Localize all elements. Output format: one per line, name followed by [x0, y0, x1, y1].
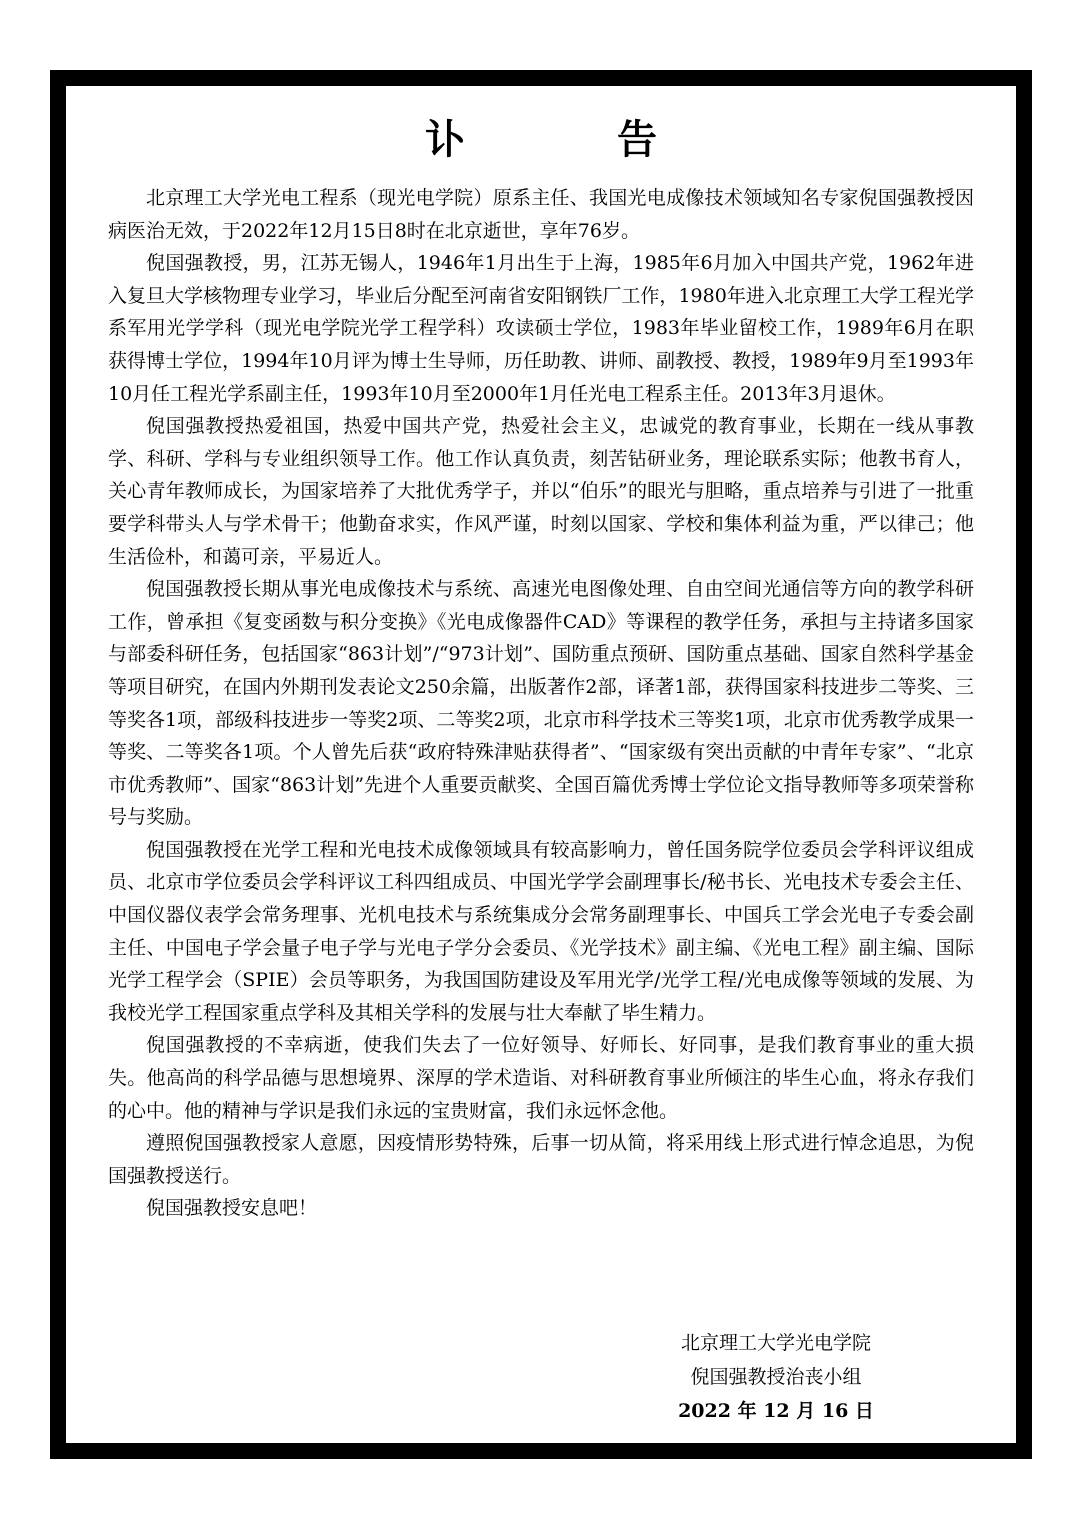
signature-org: 北京理工大学光电学院 [680, 1332, 871, 1354]
paragraph-positions: 倪国强教授在光学工程和光电技术成像领域具有较高影响力，曾任国务院学位委员会学科评议组成员、北京市学位委员会学科评议工科四组成员、中国光学学会副理事长/秘书长、光电技术专委会主任、中国仪器仪表学会常务理事、光机电技术与系统集成分会常务副理事长、中国兵工学会光电子专委会副主任、中国电子学会量子电子学与光电子学分会委员、《光学技术》副主编、《光电工程》副主编、国际光学工程学会（SPIE）会员等职务，为我国国防建设及军用光学/光学工程/光电成像等领域的发展、为我校光学工程国家重点学科及其相关学科的发展与壮大奉献了毕生精力。 [108, 838, 974, 1024]
paragraph-announcement: 北京理工大学光电工程系（现光电学院）原系主任、我国光电成像技术领域知名专家倪国强教授因病医治无效，于2022年12月15日8时在北京逝世，享年76岁。 [108, 187, 974, 242]
paragraph-loss: 倪国强教授的不幸病逝，使我们失去了一位好领导、好师长、好同事，是我们教育事业的重大损失。他高尚的科学品德与思想境界、深厚的学术造诣、对科研教育事业所倾注的毕生心血，将永存我们的心中。他的精神与学识是我们永远的宝贵财富，我们永远怀念他。 [108, 1034, 974, 1122]
signature-date: 2022 年 12 月 16 日 [678, 1400, 874, 1422]
notice-content-area [66, 86, 1016, 1443]
paragraph-biography: 倪国强教授，男，江苏无锡人，1946年1月出生于上海，1985年6月加入中国共产党，1962年进入复旦大学核物理专业学习，毕业后分配至河南省安阳钢铁厂工作，1980年进入北京理工大学工程光学系军用光学学科（现光电学院光学工程学科）攻读硕士学位，1983年毕业留校工作，1989年6月在职获得博士学位，1994年10月评为博士生导师，历任助教、讲师、副教授、教授，1989年9月至1993年10月任工程光学系副主任，1993年10月至2000年1月任光电工程系主任。2013年3月退休。 [108, 252, 974, 405]
paragraph-farewell: 倪国强教授安息吧！ [146, 1197, 318, 1220]
paragraph-arrangements: 遵照倪国强教授家人意愿，因疫情形势特殊，后事一切从简，将采用线上形式进行悼念追思，为倪国强教授送行。 [108, 1132, 974, 1187]
notice-title: 讣 告 [425, 116, 713, 163]
paragraph-research: 倪国强教授长期从事光电成像技术与系统、高速光电图像处理、自由空间光通信等方向的教学科研工作，曾承担《复变函数与积分变换》《光电成像器件CAD》等课程的教学任务，承担与主持诸多国家与部委科研任务，包括国家“863计划”/“973计划”、国防重点预研、国防重点基础、国家自然科学基金等项目研究，在国内外期刊发表论文250余篇，出版著作2部，译著1部，获得国家科技进步二等奖、三等奖各1项，部级科技进步一等奖2项、二等奖2项，北京市科学技术三等奖1项，北京市优秀教学成果一等奖、二等奖各1项。个人曾先后获“政府特殊津贴获得者”、“国家级有突出贡献的中青年专家”、“北京市优秀教师”、国家“863计划”先进个人重要贡献奖、全国百篇优秀博士学位论文指导教师等多项荣誉称号与奖励。 [108, 578, 974, 829]
notice-body [108, 182, 974, 1225]
signature-committee: 倪国强教授治丧小组 [690, 1366, 862, 1388]
signature-block [626, 1326, 926, 1428]
paragraph-character: 倪国强教授热爱祖国，热爱中国共产党，热爱社会主义，忠诚党的教育事业，长期在一线从事教学、科研、学科与专业组织领导工作。他工作认真负责，刻苦钻研业务，理论联系实际；他教书育人，关心青年教师成长，为国家培养了大批优秀学子，并以“伯乐”的眼光与胆略，重点培养与引进了一批重要学科带头人与学术骨干；他勤奋求实，作风严谨，时刻以国家、学校和集体利益为重，严以律己；他生活俭朴，和蔼可亲，平易近人。 [108, 415, 974, 568]
